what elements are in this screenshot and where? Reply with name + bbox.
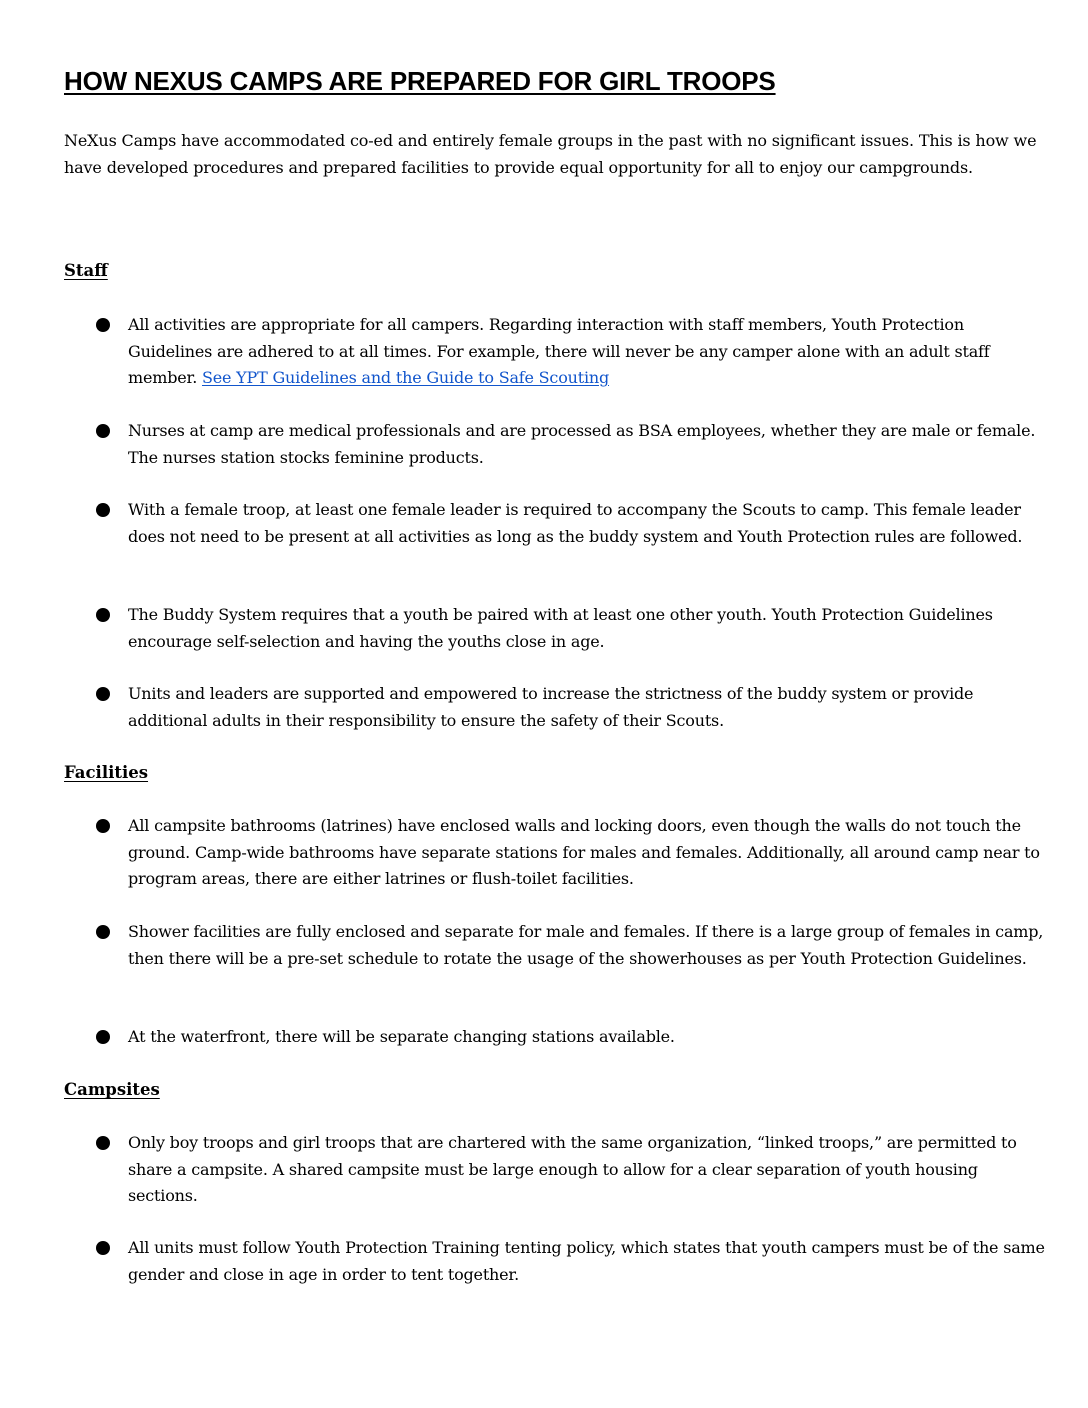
- list-item: [96, 602, 1056, 655]
- bullet-icon: [96, 687, 110, 701]
- bullet-icon: [96, 1030, 110, 1044]
- list-item-text: Nurses at camp are medical professionals and are processed as BSA employees, whether they are male or female. The nurses station stocks feminine products.: [128, 421, 1036, 467]
- bullet-icon: [96, 1241, 110, 1255]
- section-heading-facilities: Facilities: [64, 763, 149, 782]
- list-item: [96, 312, 1056, 392]
- page-title: HOW NEXUS CAMPS ARE PREPARED FOR GIRL TROOPS: [64, 66, 776, 96]
- bullet-icon: [96, 318, 110, 332]
- bullet-icon: [96, 608, 110, 622]
- list-item-text: [128, 312, 1056, 392]
- list-item: [96, 681, 1056, 734]
- section-heading-campsites: Campsites: [64, 1080, 160, 1099]
- bullet-icon: [96, 424, 110, 438]
- bullet-icon: [96, 503, 110, 517]
- list-item: [96, 497, 1056, 550]
- list-item-text: With a female troop, at least one female leader is required to accompany the Scouts to camp. This female leader does not need to be present at all activities as long as the buddy system and Youth Protection rules are followed.: [128, 500, 1023, 546]
- list-item-text: At the waterfront, there will be separate changing stations available.: [128, 1027, 675, 1046]
- bullet-icon: [96, 1136, 110, 1150]
- list-item-text: Shower facilities are fully enclosed and separate for male and females. If there is a large group of females in camp, then there will be a pre-set schedule to rotate the usage of the showerhouses as per Youth Protection Guidelines.: [128, 922, 1044, 968]
- bullet-icon: [96, 925, 110, 939]
- ypt-guidelines-link[interactable]: See YPT Guidelines and the Guide to Safe Scouting: [202, 368, 610, 387]
- list-item: [96, 919, 1056, 972]
- bullet-icon: [96, 819, 110, 833]
- list-item: [96, 418, 1056, 471]
- list-item-text: The Buddy System requires that a youth be paired with at least one other youth. Youth Protection Guidelines encourage self-selection and having the youths close in age.: [128, 605, 993, 651]
- list-item-text: Units and leaders are supported and empowered to increase the strictness of the buddy system or provide additional adults in their responsibility to ensure the safety of their Scouts.: [128, 684, 974, 730]
- list-item: [96, 813, 1056, 893]
- intro-paragraph: NeXus Camps have accommodated co-ed and entirely female groups in the past with no significant issues. This is how we have developed procedures and prepared facilities to provide equal opportunity for all to enjoy our campgrounds.: [64, 131, 1037, 177]
- list-item-text: All units must follow Youth Protection Training tenting policy, which states that youth campers must be of the same gender and close in age in order to tent together.: [128, 1238, 1045, 1284]
- section-heading-staff: Staff: [64, 261, 108, 280]
- list-item: [96, 1130, 1056, 1210]
- list-item-text: Only boy troops and girl troops that are chartered with the same organization, “linked troops,” are permitted to share a campsite. A shared campsite must be large enough to allow for a clear separation of youth housing sections.: [128, 1133, 1017, 1205]
- list-item-text: All campsite bathrooms (latrines) have enclosed walls and locking doors, even though the walls do not touch the ground. Camp-wide bathrooms have separate stations for males and females. Additionally, all around camp near to program areas, there are either latrines or flush-toilet facilities.: [128, 816, 1040, 888]
- list-item: [96, 1024, 1056, 1051]
- list-item: [96, 1235, 1056, 1288]
- list-item-text-body: All activities are appropriate for all campers. Regarding interaction with staff members, Youth Protection Guidelines are adhered to at all times. For example, there will never be any camper alone with an adult staff member.: [128, 315, 990, 387]
